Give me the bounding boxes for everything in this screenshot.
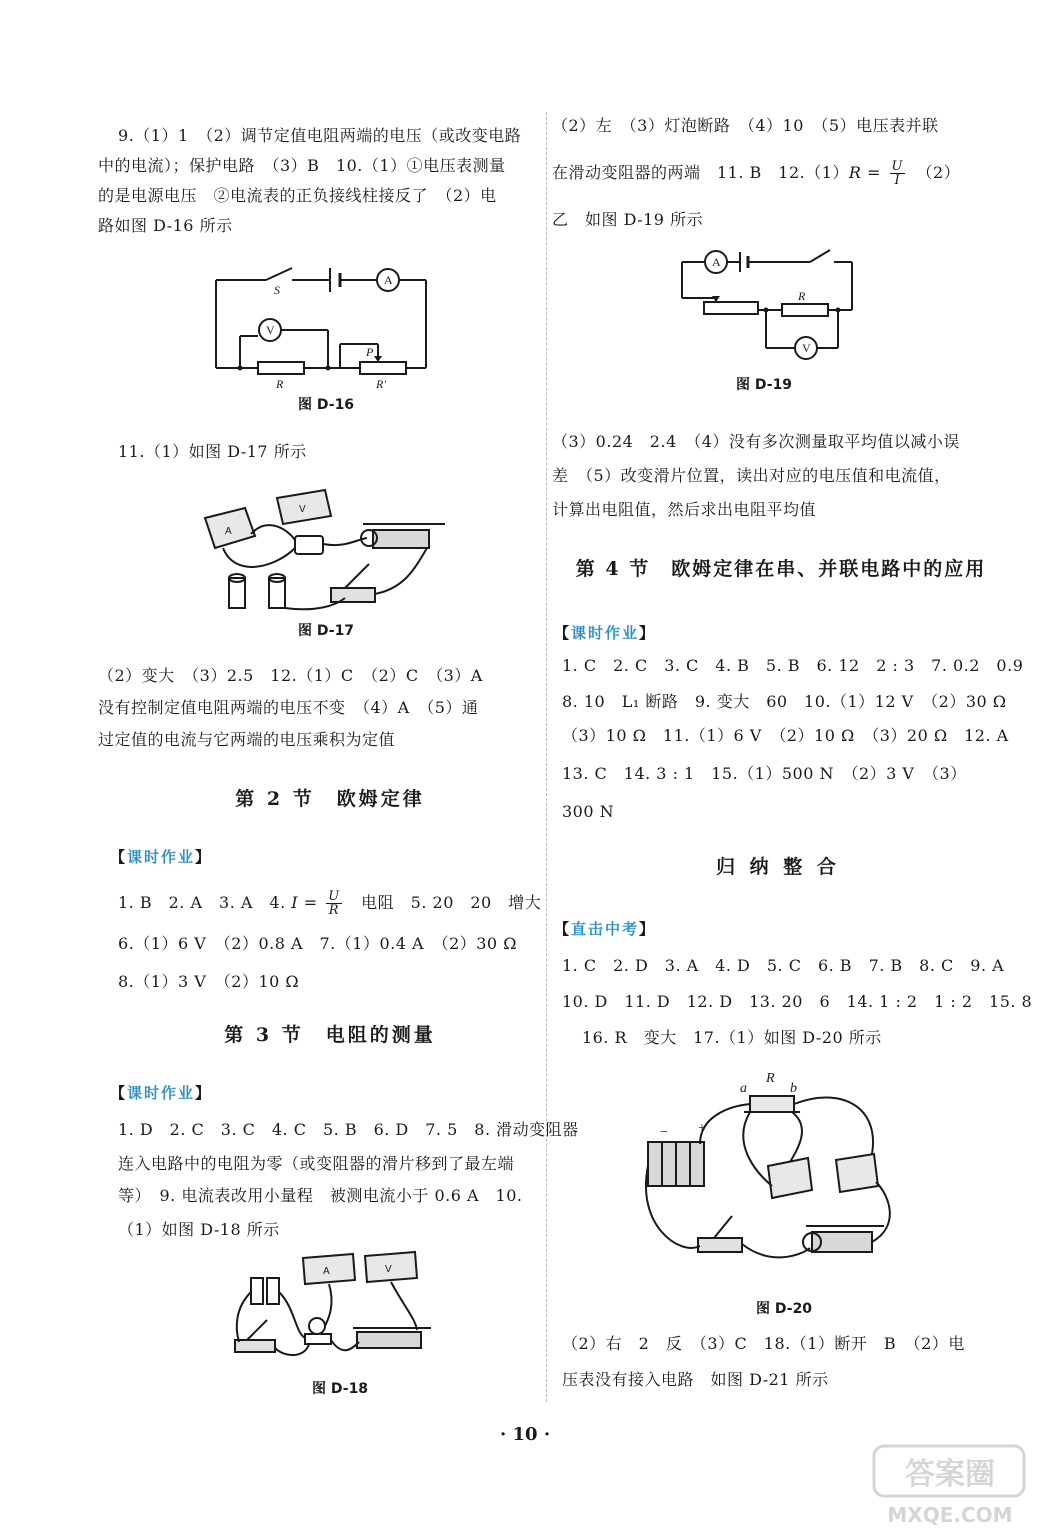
figure-caption: 图 D-19	[736, 377, 793, 393]
section-tag: 【课时作业】	[110, 848, 213, 866]
circuit-diagram-d19	[674, 240, 874, 368]
terminal-a-label: a	[740, 1081, 747, 1096]
answer-line: 的是电源电压 ②电流表的正负接线柱接反了 （2）电	[98, 186, 497, 205]
answer-line: 10. D 11. D 12. D 13. 20 6 14. 1 : 2 1 : 2 15. 8	[562, 992, 1033, 1011]
formula-fraction	[890, 160, 905, 187]
numerator: U	[891, 159, 904, 174]
voltmeter-label: V	[385, 1264, 392, 1275]
formula-lhs: I =	[291, 893, 324, 912]
numerator: U	[328, 889, 340, 904]
watermark-url: MXQE.COM	[887, 1503, 1013, 1527]
answer-line: 8. 10 L₁ 断路 9. 变大 60 10.（1）12 V （2）30 Ω	[562, 692, 1007, 711]
answer-line: 300 N	[562, 802, 615, 821]
figure-caption: 图 D-16	[298, 397, 355, 413]
answer-line: 8.（1）3 V （2）10 Ω	[118, 972, 300, 991]
answer-line: （2）左 （3）灯泡断路 （4）10 （5）电压表并联	[552, 116, 939, 135]
answer-line: 1. D 2. C 3. C 4. C 5. B 6. D 7. 5 8. 滑动变阻器	[118, 1120, 579, 1139]
ammeter-label: A	[225, 526, 232, 537]
answer-line	[552, 160, 960, 187]
answer-line: （3）0.24 2.4 （4）没有多次测量取平均值以减小误	[552, 432, 960, 451]
answer-line: 11.（1）如图 D-17 所示	[118, 442, 307, 461]
answer-line: 16. R 变大 17.（1）如图 D-20 所示	[582, 1028, 882, 1047]
answer-line: 1. C 2. D 3. A 4. D 5. C 6. B 7. B 8. C 9. A	[562, 956, 1005, 975]
resistor-label: R	[766, 1071, 775, 1086]
answer-line: 过定值的电流与它两端的电压乘积为定值	[98, 730, 396, 749]
answer-line: 6.（1）6 V （2）0.8 A 7.（1）0.4 A （2）30 Ω	[118, 934, 517, 953]
rheostat-label: R'	[376, 377, 386, 391]
answer-line: （1）如图 D-18 所示	[118, 1220, 280, 1239]
section-tag: 【课时作业】	[110, 1084, 213, 1102]
answer-line: （2）变大 （3）2.5 12.（1）C （2）C （3）A	[98, 666, 483, 685]
answer-line: 乙 如图 D-19 所示	[552, 210, 704, 229]
ammeter-label: A	[323, 1266, 330, 1277]
terminal-b-label: b	[790, 1081, 797, 1096]
section-title: 第 2 节 欧姆定律	[235, 788, 425, 810]
ammeter-label: A	[384, 273, 393, 287]
figure-caption: 图 D-17	[298, 623, 355, 639]
equipment-illustration-d18	[225, 1248, 445, 1368]
answer-line	[118, 890, 541, 917]
slider-label: P	[366, 345, 374, 359]
answer-line: （2）右 2 反 （3）C 18.（1）断开 B （2）电	[562, 1334, 965, 1353]
answer-line: 没有控制定值电阻两端的电压不变 （4）A （5）通	[98, 698, 479, 717]
tag-text: 课时作业	[127, 848, 196, 866]
formula-lhs: R =	[848, 163, 887, 182]
answer-line: 压表没有接入电路 如图 D-21 所示	[562, 1370, 829, 1389]
answer-text: （2）	[908, 163, 961, 182]
denominator: R	[328, 903, 340, 918]
tag-text: 课时作业	[127, 1084, 196, 1102]
voltmeter-label: V	[299, 504, 306, 515]
answer-line: 路如图 D-16 所示	[98, 216, 233, 235]
figure-caption: 图 D-18	[312, 1381, 369, 1397]
switch-label: S	[274, 283, 280, 297]
answer-line: 计算出电阻值，然后求出电阻平均值	[552, 500, 817, 519]
ammeter-label: A	[712, 255, 721, 269]
answer-line: 等） 9. 电流表改用小量程 被测电流小于 0.6 A 10.	[118, 1186, 523, 1205]
resistor-label: R	[798, 289, 806, 303]
answer-text: 在滑动变阻器的两端 11. B 12.（1）	[552, 163, 849, 182]
watermark-text: 答案圈	[905, 1457, 995, 1492]
battery-plus-label: +	[698, 1121, 706, 1136]
answer-line: 1. C 2. C 3. C 4. B 5. B 6. 12 2 : 3 7. 0.2 0.9	[562, 656, 1024, 675]
battery-minus-label: −	[660, 1125, 668, 1140]
formula-fraction	[326, 890, 341, 917]
denominator: I	[894, 173, 901, 188]
tag-text: 课时作业	[571, 624, 640, 642]
section-title: 第 4 节 欧姆定律在串、并联电路中的应用	[575, 558, 987, 580]
resistor-label: R	[276, 377, 284, 391]
equipment-illustration-d20	[640, 1066, 920, 1296]
voltmeter-label: V	[802, 341, 811, 355]
answer-line: 13. C 14. 3 : 1 15.（1）500 N （2）3 V （3）	[562, 764, 967, 783]
answer-line: （3）10 Ω 11.（1）6 V （2）10 Ω （3）20 Ω 12. A	[562, 726, 1009, 745]
answer-text: 电阻 5. 20 20 增大	[344, 893, 542, 912]
answer-text: 1. B 2. A 3. A 4.	[118, 893, 292, 912]
section-title: 第 3 节 电阻的测量	[224, 1024, 436, 1046]
section-title: 归 纳 整 合	[716, 856, 840, 878]
answer-line: 9.（1）1 （2）调节定值电阻两端的电压（或改变电路	[118, 126, 522, 145]
column-divider	[546, 112, 547, 1402]
section-tag: 【课时作业】	[554, 624, 657, 642]
equipment-illustration-d17	[195, 478, 455, 613]
figure-caption: 图 D-20	[756, 1301, 813, 1317]
answer-line: 连入电路中的电阻为零（或变阻器的滑片移到了最左端	[118, 1154, 515, 1173]
answer-line: 中的电流）；保护电路 （3）B 10.（1）①电压表测量	[98, 156, 506, 175]
circuit-diagram-d16	[200, 256, 440, 391]
watermark-logo	[870, 1440, 1030, 1530]
answer-line: 差 （5）改变滑片位置，读出对应的电压值和电流值，	[552, 466, 951, 485]
page-number: · 10 ·	[500, 1424, 551, 1445]
tag-text: 直击中考	[571, 920, 640, 938]
voltmeter-label: V	[266, 323, 275, 337]
section-tag: 【直击中考】	[554, 920, 657, 938]
